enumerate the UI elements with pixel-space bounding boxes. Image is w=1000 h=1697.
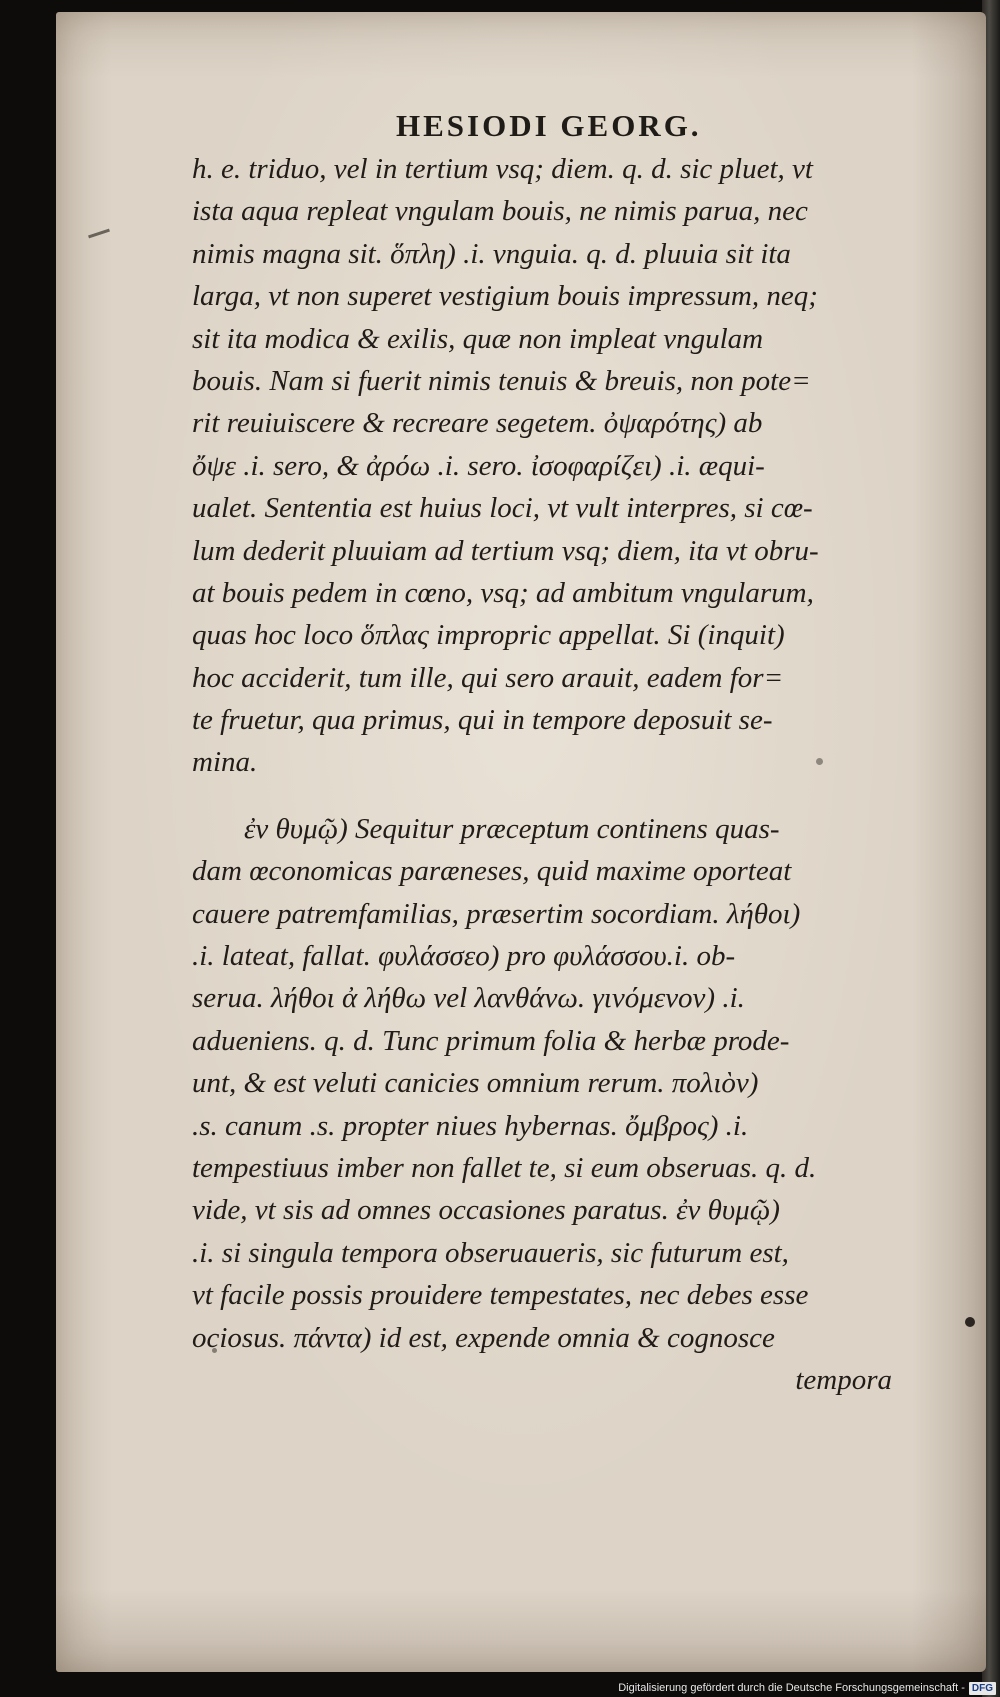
text-line: ὄψε .i. sero, & ἀρόω .i. sero. ἰσοφαρίζει) .i. æqui- [192, 449, 765, 482]
text-line: .i. lateat, fallat. φυλάσσεο) pro φυλάσσου.i. ob- [192, 940, 736, 973]
text-line: mina. [192, 746, 258, 779]
text-line: .i. si singula tempora obseruaueris, sic futurum est, [192, 1236, 789, 1269]
text-line: cauere patremfamilias, præsertim socordiam. λήθοι) [192, 897, 801, 930]
text-line: unt, & est veluti canicies omnium rerum. πολιὸν) [192, 1067, 759, 1100]
text-line: lum dederit pluuiam ad tertium vsq; diem, ita vt obru- [192, 534, 819, 567]
text-line: adueniens. q. d. Tunc primum folia & herbæ prode- [192, 1024, 790, 1057]
credit-text: Digitalisierung gefördert durch die Deutsche Forschungsgemeinschaft - [618, 1682, 965, 1694]
text-line: larga, vt non superet vestigium bouis impressum, neq; [192, 280, 818, 313]
text-line: hoc acciderit, tum ille, qui sero arauit, eadem for= [192, 661, 784, 694]
text-line: ἐν θυμῷ) Sequitur præceptum continens quas- [244, 812, 780, 845]
text-line: h. e. triduo, vel in tertium vsq; diem. q. d. sic pluet, vt [192, 153, 813, 185]
text-line: .s. canum .s. propter niues hybernas. ὄμβρος) .i. [192, 1109, 749, 1142]
text-line: quas hoc loco ὅπλας impropric appellat. Si (inquit) [192, 619, 785, 652]
body-text [192, 148, 892, 1401]
ink-spot [965, 1317, 975, 1327]
paragraph-gap [192, 784, 892, 808]
running-head: HESIODI GEORG. [396, 108, 702, 143]
text-line: nimis magna sit. ὅπλη) .i. vnguia. q. d. pluuia sit ita [192, 237, 791, 270]
text-line: ualet. Sententia est huius loci, vt vult interpres, si cœ- [192, 492, 813, 525]
text-line: serua. λήθοι ἀ λήθω vel λανθάνω. γινόμενον) .i. [192, 982, 745, 1015]
text-line: tempestiuus imber non fallet te, si eum obseruas. q. d. [192, 1151, 817, 1184]
text-line: rit reuiuiscere & recreare segetem. ὀψαρότης) ab [192, 407, 763, 440]
text-line: ista aqua repleat vngulam bouis, ne nimis parua, nec [192, 195, 808, 228]
text-line: sit ita modica & exilis, quæ non impleat vngulam [192, 322, 764, 355]
text-line: vt facile possis prouidere tempestates, nec debes esse [192, 1279, 809, 1312]
text-line: vide, vt sis ad omnes occasiones paratus. ἐν θυμῷ) [192, 1194, 780, 1227]
text-line: te fruetur, qua primus, qui in tempore deposuit se- [192, 704, 773, 737]
text-line: at bouis pedem in cœno, vsq; ad ambitum vngularum, [192, 576, 814, 609]
text-line: dam œconomicas paræneses, quid maxime oporteat [192, 855, 792, 888]
text-line: ociosus. πάντα) id est, expende omnia & cognosce [192, 1321, 775, 1354]
dfg-logo: DFG [969, 1682, 996, 1695]
catchword: tempora [795, 1363, 892, 1396]
digitization-credit [618, 1681, 996, 1695]
text-line: bouis. Nam si fuerit nimis tenuis & breuis, non pote= [192, 364, 811, 397]
